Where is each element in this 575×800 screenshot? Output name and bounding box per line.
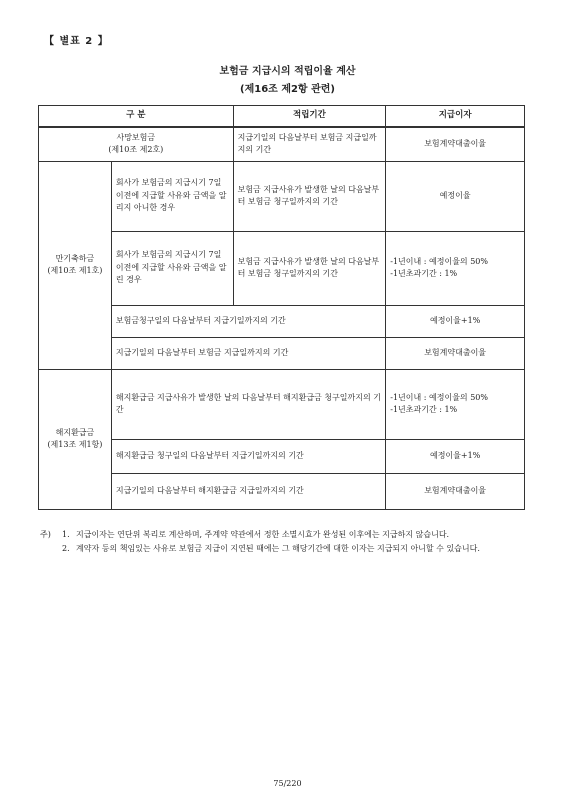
period-cell: 지급기일의 다음날부터 보험금 지급일까지의 기간 — [111, 337, 385, 369]
note-text: 계약자 등의 책임있는 사유로 보험금 지급이 지연된 때에는 그 해당기간에 대한 이자는 지급되지 아니할 수 있습니다. — [76, 543, 480, 553]
interest-line: -1년초과기간 : 1% — [390, 405, 458, 414]
note-item — [40, 528, 530, 542]
header-interest: 지급이자 — [386, 106, 525, 128]
category-ref: (제10조 제2호) — [108, 145, 164, 155]
table-row — [39, 369, 525, 439]
note-number: 2. — [62, 543, 70, 553]
note-item — [40, 542, 530, 556]
appendix-label: 【 별표 2 】 — [44, 36, 109, 47]
interest-cell: 보험계약대출이율 — [386, 337, 525, 369]
category-name: 만기축하금 — [55, 253, 95, 263]
table-row — [39, 305, 525, 337]
table-row — [39, 161, 525, 231]
page-number: 75/220 — [273, 779, 302, 788]
period-cell: 해지환급금 청구일의 다음날부터 지급기일까지의 기간 — [111, 439, 385, 473]
header-period: 적립기간 — [233, 106, 386, 128]
interest-cell: 예정이율+1% — [386, 439, 525, 473]
table-row — [39, 337, 525, 369]
table-row — [39, 127, 525, 161]
period-cell: 보험금청구일의 다음날부터 지급기일까지의 기간 — [111, 305, 385, 337]
interest-cell: 예정이율 — [386, 161, 525, 231]
document-title: 보험금 지급시의 적립이율 계산 — [219, 66, 356, 77]
interest-line: -1년이내 : 예정이율의 50% — [390, 392, 488, 402]
table-row — [39, 439, 525, 473]
note-number: 1. — [62, 530, 70, 539]
document-subtitle: (제16조 제2항 관련) — [240, 84, 335, 95]
notes-section — [40, 528, 530, 555]
table-row — [39, 473, 525, 509]
period-cell: 보험금 지급사유가 발생한 날의 다음날부터 보험금 청구일까지의 기간 — [233, 231, 386, 305]
interest-cell: 예정이율+1% — [386, 305, 525, 337]
category-cell — [39, 161, 112, 369]
category-ref: (제13조 제1항) — [47, 440, 103, 449]
interest-cell: 보험계약대출이율 — [386, 473, 525, 509]
interest-line: -1년이내 : 예정이율의 50% — [390, 256, 488, 266]
table-header-row — [39, 106, 525, 128]
category-name: 해지환급금 — [55, 427, 95, 437]
header-category: 구 분 — [39, 106, 234, 128]
note-text: 지급이자는 연단위 복리로 계산하며, 주계약 약관에서 정한 소멸시효가 완성된 이후에는 지급하지 않습니다. — [76, 530, 450, 539]
interest-cell — [386, 369, 525, 439]
interest-table — [38, 105, 525, 510]
period-cell: 해지환급금 지급사유가 발생한 날의 다음날부터 해지환급금 청구일까지의 기간 — [111, 369, 385, 439]
interest-cell — [386, 231, 525, 305]
notes-prefix: 주) — [40, 530, 51, 539]
interest-cell: 보험계약대출이율 — [386, 127, 525, 161]
category-name: 사망보험금 — [116, 132, 156, 142]
condition-cell: 회사가 보험금의 지급시기 7일 이전에 지급할 사유와 금액을 알리지 아니한 경우 — [111, 161, 233, 231]
table-row — [39, 231, 525, 305]
category-cell — [39, 127, 234, 161]
period-cell: 보험금 지급사유가 발생한 날의 다음날부터 보험금 청구일까지의 기간 — [233, 161, 386, 231]
category-ref: (제10조 제1호) — [47, 266, 103, 275]
condition-cell: 회사가 보험금의 지급시기 7일 이전에 지급할 사유와 금액을 알린 경우 — [111, 231, 233, 305]
category-cell — [39, 369, 112, 509]
period-cell: 지급기일의 다음날부터 보험금 지급일까지의 기간 — [233, 127, 386, 161]
period-cell: 지급기일의 다음날부터 해지환급금 지급일까지의 기간 — [111, 473, 385, 509]
interest-line: -1년초과기간 : 1% — [390, 269, 458, 278]
